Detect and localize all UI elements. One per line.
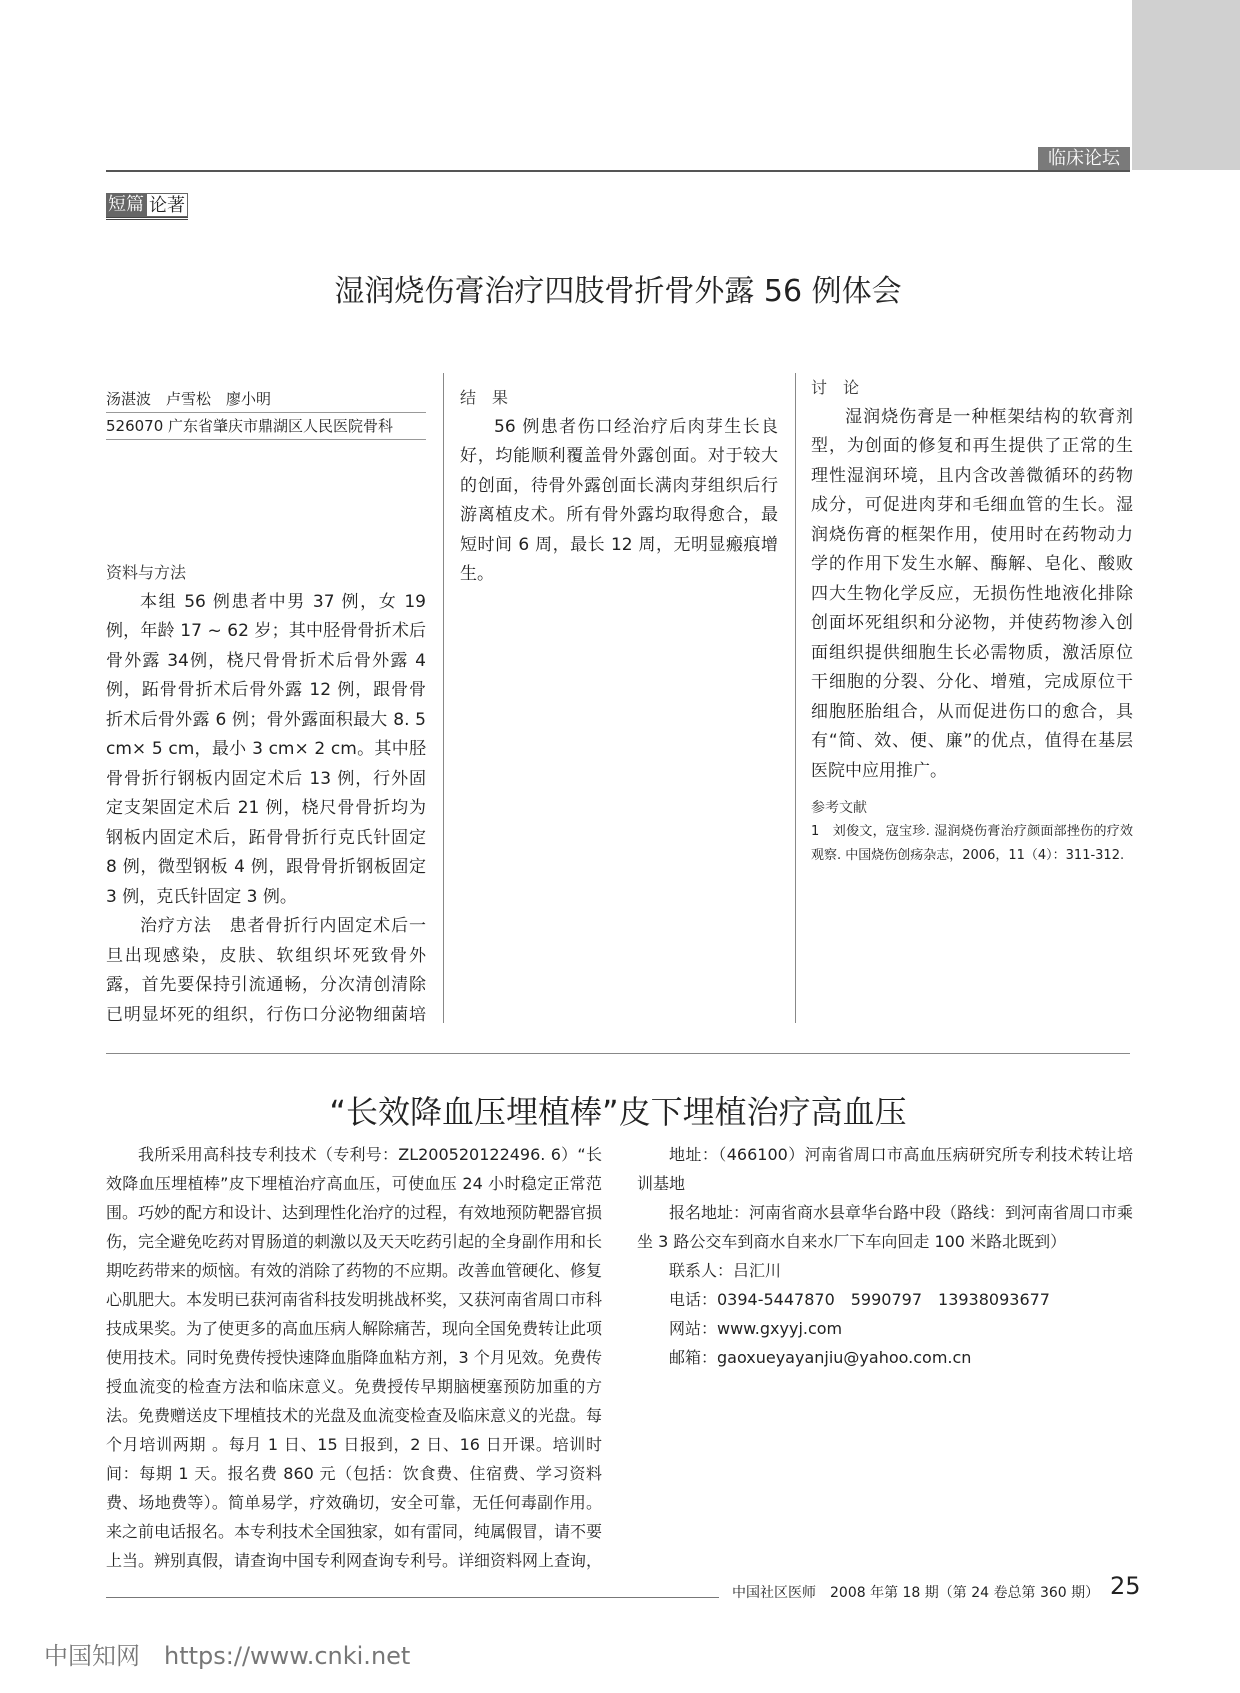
top-rule — [106, 170, 1130, 172]
references — [811, 796, 1133, 868]
article1-column-2 — [460, 373, 778, 590]
ad-website: 网站：www.gxyyj.com — [669, 1319, 843, 1338]
ad-body-paragraph: 我所采用高科技专利技术（专利号：ZL200520122496. 6）“长效降血压埋植棒”皮下埋植治疗高血压，可使血压 24 小时稳定正常范围。巧妙的配方和设计、达到理性化治疗的过程，有效地预防靶器官损伤，完全避免吃药对胃肠道的刺激以及天天吃药引起的全身副作用和长期吃药带来的烦恼。有效的消除了药物的不应期。改善血管硬化、修复心肌肥大。本发明已获河南省科技发明挑战杯奖，又获河南省周口市科技成果奖。为了使更多的高血压病人解除痛苦，现向全国免费转让此项使用技术。同时免费传授快速降血脂降血粘方剂，3 个月见效。免费传授血流变的检查方法和临床意义。免费授传早期脑梗塞预防加重的方法。免费赠送皮下埋植技术的光盘及血流变检查及临床意义的光盘。每个月培训两期 。每月 1 日、15 日报到，2 日、16 日开课。培训时间：每期 1 天。报名费 860 元（包括：饮食费、住宿费、学习资料费、场地费等）。简单易学，疗效确切，安全可靠，无任何毒副作用。来之前电话报名。本专利技术全国独家，如有雷同，纯属假冒，请不要上当。辨别真假，请查询中国专利网查询专利号。详细资料网上查询， — [106, 1145, 602, 1570]
ad-email: 邮箱：gaoxueyayanjiu@yahoo.com.cn — [669, 1348, 972, 1367]
column-tag-paper: 论著 — [146, 193, 188, 217]
methods-heading: 资料与方法 — [106, 563, 187, 582]
watermark: 中国知网 https://www.cnki.net — [44, 1642, 411, 1670]
authors: 汤湛波 卢雪松 廖小明 — [106, 386, 426, 413]
article2-column-2 — [637, 1140, 1133, 1372]
article2-column-1 — [106, 1140, 602, 1570]
treatment-paragraph: 治疗方法 患者骨折行内固定术后一旦出现感染，皮肤、软组织坏死致骨外露，首先要保持引流通畅，分次清创清除已明显坏死的组织，行伤口分泌物细菌培 — [106, 916, 426, 1023]
page-number: 25 — [1110, 1572, 1141, 1600]
footer-journal: 中国社区医师 2008 年第 18 期（第 24 卷总第 360 期） — [732, 1585, 1100, 1601]
column-tag-short: 短篇 — [108, 194, 144, 215]
results-paragraph: 56 例患者伤口经治疗后肉芽生长良好，均能顺利覆盖骨外露创面。对于较大的创面，待骨外露创面长满肉芽组织后行游离植皮术。所有骨外露均取得愈合，最短时间 6 周，最长 12 周，无明显瘢痕增生。 — [460, 416, 778, 584]
article1-title: 湿润烧伤膏治疗四肢骨折骨外露 56 例体会 — [334, 274, 902, 309]
ad-phone: 电话：0394-5447870 5990797 13938093677 — [669, 1290, 1050, 1309]
ad-registration-address: 报名地址：河南省商水县章华台路中段（路线：到河南省周口市乘坐 3 路公交车到商水自来水厂下车向回走 100 米路北既到） — [637, 1203, 1134, 1251]
affiliation: 526070 广东省肇庆市鼎湖区人民医院骨科 — [106, 413, 426, 440]
references-heading: 参考文献 — [811, 800, 867, 816]
reference-item: 1 刘俊文，寇宝珍. 湿润烧伤膏治疗颜面部挫伤的疗效观察. 中国烧伤创疡杂志，2006，11（4）：311-312. — [811, 824, 1133, 863]
article1-column-3 — [811, 373, 1133, 868]
article2-title: “长效降血压埋植棒”皮下埋植治疗高血压 — [329, 1093, 907, 1131]
column-tag — [106, 193, 188, 220]
article1-column-1 — [106, 558, 426, 1023]
author-block — [106, 386, 426, 440]
methods-paragraph: 本组 56 例患者中男 37 例，女 19 例，年龄 17 ~ 62 岁；其中胫骨骨折术后骨外露 34例，桡尺骨骨折术后骨外露 4例，跖骨骨折术后骨外露 12 例，跟骨骨折术后骨外露 6 例；骨外露面积最大 8. 5 cm× 5 cm，最小 3 cm× 2 cm。其中胫骨骨折行钢板内固定术后 13 例，行外固定支架固定术后 21 例，桡尺骨骨折均为钢板内固定术后，跖骨骨折行克氏针固定 8 例，微型钢板 4 例，跟骨骨折钢板固定 3 例，克氏针固定 3 例。 — [106, 591, 426, 907]
footer-rule — [106, 1597, 719, 1598]
discussion-heading: 讨 论 — [811, 378, 860, 397]
section-tag: 临床论坛 — [1038, 147, 1130, 171]
corner-gray-block — [1132, 0, 1240, 170]
article-separator — [106, 1053, 1130, 1054]
column-divider — [443, 373, 444, 1023]
column-divider — [795, 373, 796, 1023]
discussion-paragraph: 湿润烧伤膏是一种框架结构的软膏剂型，为创面的修复和再生提供了正常的生理性湿润环境，且内含改善微循环的药物成分，可促进肉芽和毛细血管的生长。湿润烧伤膏的框架作用，使用时在药物动力学的作用下发生水解、酶解、皂化、酸败四大生物化学反应，无损伤性地液化排除创面坏死组织和分泌物，并使药物渗入创面组织提供细胞生长必需物质，激活原位干细胞的分裂、分化、增殖，完成原位干细胞胚胎组合，从而促进伤口的愈合，具有“简、效、便、廉”的优点，值得在基层医院中应用推广。 — [811, 406, 1133, 781]
ad-contact: 联系人：吕汇川 — [669, 1261, 782, 1280]
results-heading: 结 果 — [460, 388, 509, 407]
ad-address: 地址：（466100）河南省周口市高血压病研究所专利技术转让培训基地 — [637, 1145, 1133, 1193]
